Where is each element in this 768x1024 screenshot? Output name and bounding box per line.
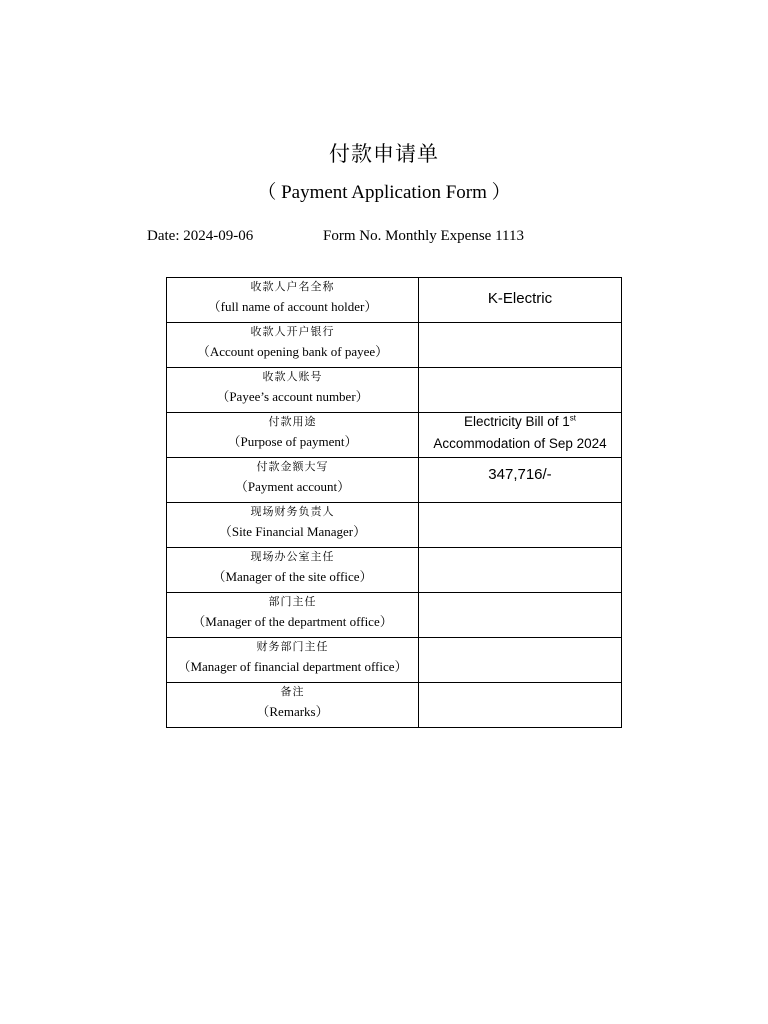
value-cell-purpose [419,413,622,458]
table-row [167,683,622,728]
value-cell-department-manager [419,593,622,638]
label-english: （Payee’s account number） [216,389,369,404]
form-date: Date: 2024-09-06 [147,228,254,244]
label-cell [167,638,419,683]
label-cell [167,548,419,593]
payment-form-table [166,277,622,728]
label-english: （full name of account holder） [207,299,378,314]
table-row [167,368,622,413]
purpose-line-1 [419,411,621,433]
table-row [167,638,622,683]
label-english: （Payment account） [234,479,351,494]
purpose-line-2: Accommodation of Sep 2024 [433,436,607,451]
table-row [167,503,622,548]
label-chinese: 付款金额大写 [256,460,329,473]
label-chinese: 收款人户名全称 [250,280,335,293]
table-row [167,278,622,323]
label-cell [167,413,419,458]
label-cell [167,683,419,728]
label-chinese: 收款人账号 [262,370,323,383]
label-chinese: 付款用途 [268,415,317,428]
table-row [167,323,622,368]
label-english: （Purpose of payment） [227,434,358,449]
label-cell [167,503,419,548]
form-number: Form No. Monthly Expense 1113 [323,228,524,244]
ordinal-suffix: st [569,413,576,423]
label-english: （Account opening bank of payee） [196,344,389,359]
value-cell-financial-department-manager [419,638,622,683]
form-title-chinese: 付款申请单 [329,142,439,166]
table-row [167,593,622,638]
label-chinese: 现场办公室主任 [250,550,335,563]
label-chinese: 部门主任 [268,595,317,608]
label-english: （Manager of the site office） [212,569,373,584]
table-row [167,548,622,593]
label-english: （Site Financial Manager） [218,524,367,539]
label-cell [167,278,419,323]
label-english: （Manager of financial department office） [177,659,408,674]
value-cell-site-financial-manager [419,503,622,548]
value-cell-bank [419,323,622,368]
label-english: （Manager of the department office） [192,614,393,629]
label-english: （Remarks） [256,704,329,719]
purpose-value [419,411,621,455]
table-row [167,413,622,458]
label-chinese: 收款人开户银行 [250,325,335,338]
purpose-line-1-text: Electricity Bill of 1 [463,414,570,429]
value-cell-amount [419,458,622,503]
account-holder-value: K-Electric [487,290,553,307]
value-cell-account-number [419,368,622,413]
label-cell [167,368,419,413]
label-cell [167,593,419,638]
amount-value: 347,716/- [488,466,552,483]
label-chinese: 现场财务负责人 [250,505,335,518]
table-row [167,458,622,503]
form-meta-row [147,228,524,245]
label-chinese: 备注 [280,685,305,698]
label-cell [167,323,419,368]
form-title-english: （ Payment Application Form ） [257,182,511,203]
label-cell [167,458,419,503]
value-cell-remarks [419,683,622,728]
value-cell-account-holder [419,278,622,323]
value-cell-site-office-manager [419,548,622,593]
label-chinese: 财务部门主任 [256,640,329,653]
